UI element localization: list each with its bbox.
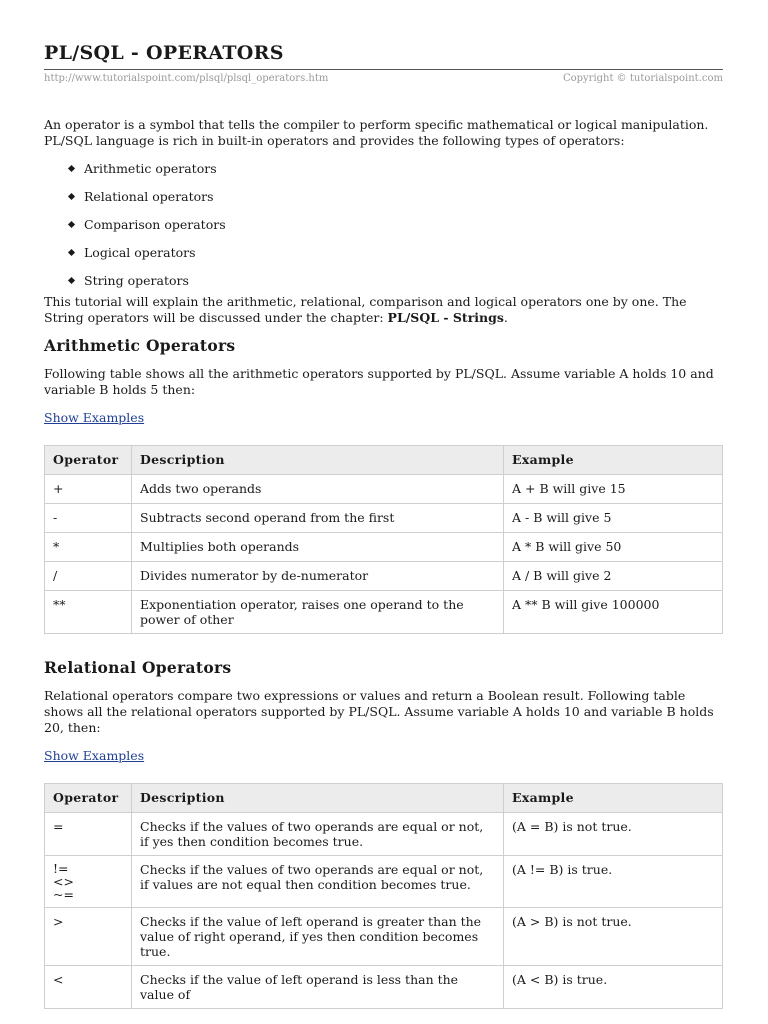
operator-cell: > <box>45 908 132 966</box>
list-item-label: Arithmetic operators <box>84 161 217 176</box>
example-cell: A / B will give 2 <box>504 562 723 591</box>
operator-variant: <> <box>53 874 74 889</box>
page-title: PL/SQL - OPERATORS <box>44 42 284 64</box>
column-header: Operator <box>45 784 132 813</box>
list-item <box>44 245 723 273</box>
operator-cell: - <box>45 504 132 533</box>
table-row <box>45 504 723 533</box>
arithmetic-description: Following table shows all the arithmetic operators supported by PL/SQL. Assume variable A holds 10 and variable B holds 5 then: <box>44 366 714 397</box>
relational-table <box>44 783 723 1009</box>
relational-show-examples-link[interactable]: Show Examples <box>44 748 145 763</box>
table-row <box>45 591 723 634</box>
list-item-label: Comparison operators <box>84 217 226 232</box>
description-cell: Subtracts second operand from the first <box>132 504 504 533</box>
example-cell: (A != B) is true. <box>504 856 723 908</box>
tutorial-note-text: This tutorial will explain the arithmetic, relational, comparison and logical operators one by one. The String operators will be discussed under the chapter: <box>44 294 687 325</box>
operator-types-list <box>44 161 723 301</box>
bullet-icon <box>68 165 75 172</box>
table-row <box>45 856 723 908</box>
description-cell: Checks if the values of two operands are equal or not, if yes then condition becomes true. <box>132 813 504 856</box>
example-cell: A * B will give 50 <box>504 533 723 562</box>
column-header: Operator <box>45 446 132 475</box>
intro-paragraph: An operator is a symbol that tells the compiler to perform specific mathematical or logical manipulation. PL/SQL language is rich in built-in operators and provides the following types of operators: <box>44 117 709 148</box>
bullet-icon <box>68 193 75 200</box>
example-cell: A ** B will give 100000 <box>504 591 723 634</box>
operator-cell: / <box>45 562 132 591</box>
table-header-row <box>45 446 723 475</box>
operator-cell: < <box>45 966 132 1009</box>
page-url: http://www.tutorialspoint.com/plsql/plsql_operators.htm <box>44 73 329 84</box>
list-item-label: Logical operators <box>84 245 196 260</box>
description-cell: Exponentiation operator, raises one operand to the power of other <box>132 591 504 634</box>
page-header-meta <box>44 73 723 87</box>
description-cell: Checks if the values of two operands are equal or not, if values are not equal then condition becomes true. <box>132 856 504 908</box>
operator-cell: * <box>45 533 132 562</box>
list-item-label: String operators <box>84 273 189 288</box>
table-row <box>45 966 723 1009</box>
table-row <box>45 475 723 504</box>
example-cell: A - B will give 5 <box>504 504 723 533</box>
description-cell: Checks if the value of left operand is less than the value of <box>132 966 504 1009</box>
table-row <box>45 908 723 966</box>
description-cell: Multiplies both operands <box>132 533 504 562</box>
arithmetic-show-examples-link[interactable]: Show Examples <box>44 410 145 425</box>
example-cell: (A < B) is true. <box>504 966 723 1009</box>
relational-description: Relational operators compare two expressions or values and return a Boolean result. Following table shows all the relational operators supported by PL/SQL. Assume variable A holds 10 and variable B holds 20, then: <box>44 688 714 735</box>
table-row <box>45 813 723 856</box>
bullet-icon <box>68 221 75 228</box>
list-item <box>44 217 723 245</box>
column-header: Example <box>504 784 723 813</box>
copyright-notice: Copyright © tutorialspoint.com <box>562 73 723 84</box>
operator-variant: ~= <box>53 887 74 902</box>
column-header: Description <box>132 784 504 813</box>
list-item <box>44 161 723 189</box>
strings-chapter-ref: PL/SQL - Strings <box>387 310 504 325</box>
tutorial-note-end: . <box>503 310 508 325</box>
operator-cell: + <box>45 475 132 504</box>
arithmetic-table <box>44 445 723 634</box>
example-cell: A + B will give 15 <box>504 475 723 504</box>
table-header-row <box>45 784 723 813</box>
arithmetic-heading: Arithmetic Operators <box>44 336 236 355</box>
example-cell: (A > B) is not true. <box>504 908 723 966</box>
list-item <box>44 273 723 301</box>
table-row <box>45 533 723 562</box>
relational-heading: Relational Operators <box>44 658 232 677</box>
column-header: Description <box>132 446 504 475</box>
list-item-label: Relational operators <box>84 189 214 204</box>
column-header: Example <box>504 446 723 475</box>
description-cell: Divides numerator by de-numerator <box>132 562 504 591</box>
example-cell: (A = B) is not true. <box>504 813 723 856</box>
table-row <box>45 562 723 591</box>
description-cell: Checks if the value of left operand is greater than the value of right operand, if yes then condition becomes true. <box>132 908 504 966</box>
description-cell: Adds two operands <box>132 475 504 504</box>
list-item <box>44 189 723 217</box>
operator-variant: != <box>53 861 69 876</box>
bullet-icon <box>68 277 75 284</box>
page-content <box>44 40 723 1009</box>
operator-cell: = <box>45 813 132 856</box>
operator-cell: ** <box>45 591 132 634</box>
bullet-icon <box>68 249 75 256</box>
title-divider <box>44 69 723 70</box>
operator-cell <box>45 856 132 908</box>
